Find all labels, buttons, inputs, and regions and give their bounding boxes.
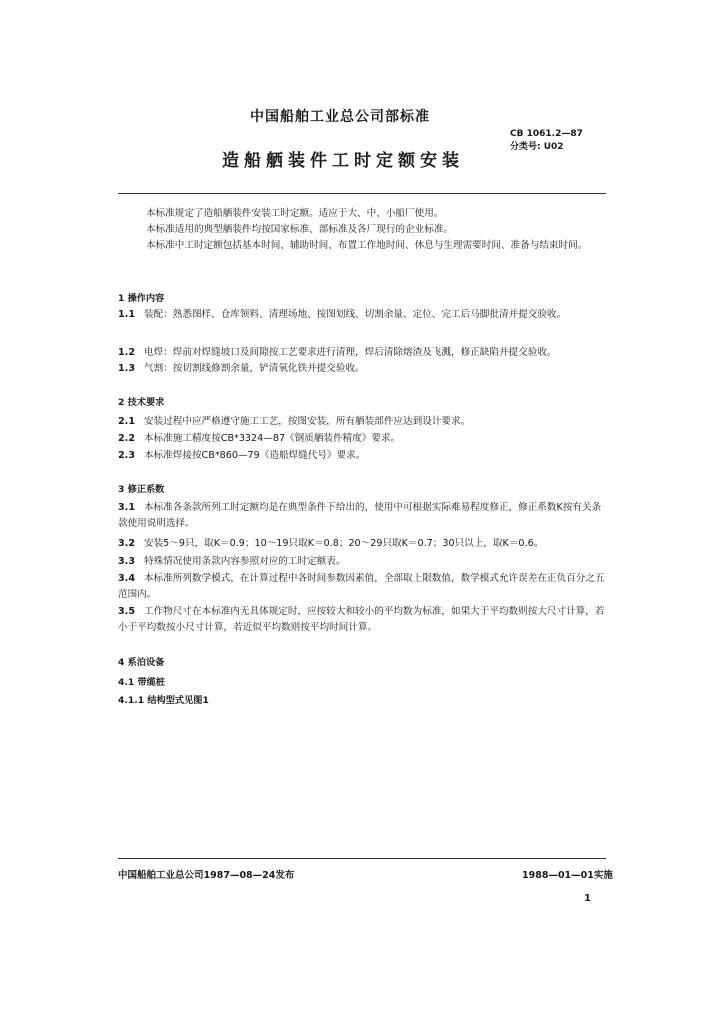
clause-2-2 [118, 431, 608, 447]
intro-paragraph: 本标准规定了造船舾装件安装工时定额。适应于大、中、小船厂使用。 [146, 208, 444, 219]
issuing-organization: 中国船舶工业总公司部标准 [250, 109, 430, 125]
clause-text: 安装5～9只，取K＝0.9；10～19只取K＝0.8；20～29只取K＝0.7；30只以上，取K＝0.6。 [144, 538, 544, 549]
subsection-4-1-1: 4.1.1 结构型式见图1 [118, 695, 209, 706]
header-divider [118, 193, 606, 194]
clause-number: 1.2 [118, 347, 135, 358]
clause-3-1 [118, 500, 608, 532]
clause-number: 3.2 [118, 538, 135, 549]
standard-code-block [510, 128, 583, 154]
clause-text: 本标准各条款所列工时定额均是在典型条件下给出的，使用中可根据实际难易程度修正，修正系数K按有关条款使用说明选择。 [118, 502, 602, 529]
clause-text: 特殊情况使用条款内容参照对应的工时定额表。 [144, 556, 346, 567]
clause-3-2 [118, 536, 608, 552]
clause-3-3 [118, 554, 608, 570]
standard-code: CB 1061.2—87 [510, 129, 583, 139]
clause-1-2 [118, 345, 608, 361]
clause-text: 本标准焊接按CB*860—79《造船焊缝代号》要求。 [144, 450, 366, 461]
clause-number: 3.4 [118, 573, 135, 584]
clause-number: 3.1 [118, 502, 135, 513]
section-heading-3: 3 修正系数 [118, 484, 165, 495]
clause-1-3 [118, 361, 608, 377]
clause-number: 2.3 [118, 450, 135, 461]
page-number: 1 [584, 893, 591, 904]
section-heading-2: 2 技术要求 [118, 397, 165, 408]
clause-number: 3.3 [118, 556, 135, 567]
clause-number: 1.3 [118, 363, 135, 374]
clause-number: 3.5 [118, 606, 135, 617]
clause-3-4 [118, 571, 608, 603]
subsection-4-1: 4.1 带缆桩 [118, 677, 166, 688]
introduction [118, 206, 608, 254]
section-heading-1: 1 操作内容 [118, 293, 165, 304]
clause-number: 1.1 [118, 309, 135, 320]
clause-text: 安装过程中应严格遵守施工工艺，按图安装，所有舾装部件应达到设计要求。 [144, 416, 471, 427]
clause-3-5 [118, 604, 608, 636]
document-title: 造船舾装件工时定额安装 [222, 151, 464, 171]
intro-paragraph: 本标准中工时定额包括基本时间、辅助时间、布置工作地时间、休息与生理需要时间、准备与结束时间。 [146, 240, 588, 251]
section-heading-4: 4 系泊设备 [118, 657, 165, 668]
clause-text: 本标准施工精度按CB*3324—87《钢质舾装件精度》要求。 [144, 433, 401, 444]
clause-text: 装配：熟悉图样、仓库领料、清理场地、按图划线、切割余量、定位、完工后马脚批清并提交验收。 [144, 309, 567, 320]
clause-number: 2.1 [118, 416, 135, 427]
clause-text: 本标准所列数学模式，在计算过程中各时间参数因素值，全部取上限数值，数学模式允许误差在正负百分之五范围内。 [118, 573, 605, 600]
clause-2-3 [118, 448, 608, 464]
clause-text: 工作物尺寸在本标准内无具体规定时，应按较大和较小的平均数为标准，如果大于平均数则按大尺寸计算，若小于平均数按小尺寸计算，若近似平均数则按平均时间计算。 [118, 606, 605, 633]
issue-date: 中国船舶工业总公司1987—08—24发布 [118, 870, 295, 881]
clause-text: 气割：按切割线修割余量，铲清氧化铁并提交验收。 [144, 363, 365, 374]
intro-paragraph: 本标准适用的典型舾装件均按国家标准、部标准及各厂现行的企业标准。 [146, 224, 453, 235]
clause-text: 电焊：焊前对焊缝坡口及间隙按工艺要求进行清理，焊后清除熔渣及飞溅，修正缺陷并提交验收。 [144, 347, 557, 358]
footer-divider [118, 858, 606, 859]
clause-number: 2.2 [118, 433, 135, 444]
effective-date: 1988—01—01实施 [522, 870, 613, 881]
clause-2-1 [118, 414, 608, 430]
classification-number: 分类号: U02 [510, 142, 564, 152]
clause-1-1 [118, 307, 608, 323]
